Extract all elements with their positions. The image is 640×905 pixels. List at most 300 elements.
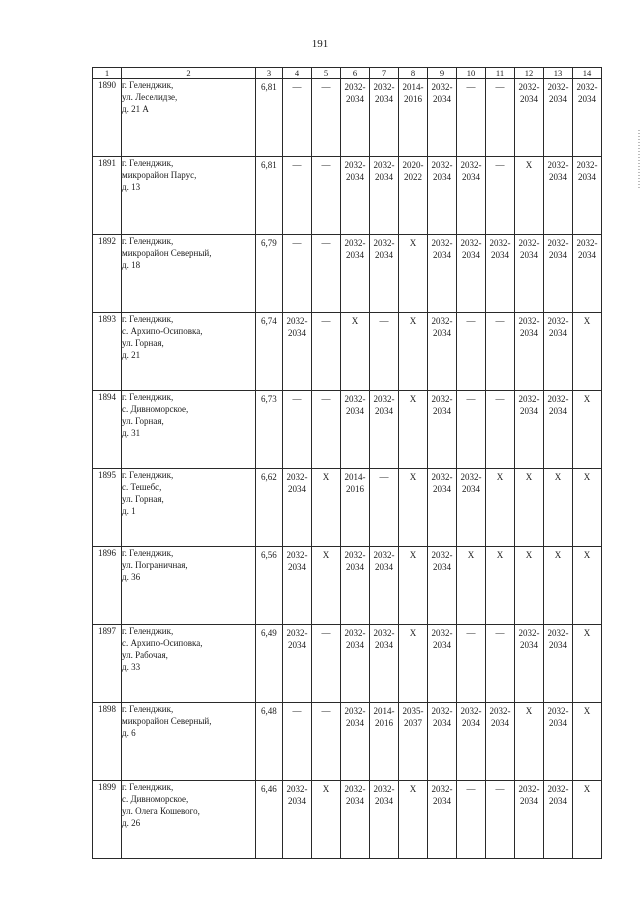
address-cell bbox=[122, 469, 256, 547]
address-cell bbox=[122, 781, 256, 859]
value-cell-col-12 bbox=[515, 391, 544, 469]
value-cell-col-11 bbox=[486, 547, 515, 625]
value-cell-col-6 bbox=[341, 781, 370, 859]
cell-value: 2032- 2034 bbox=[518, 82, 540, 104]
cell-value: 2032- 2034 bbox=[489, 238, 511, 260]
cell-value: — bbox=[495, 628, 505, 638]
cell-value: 2032- 2034 bbox=[547, 238, 569, 260]
value-cell-col-10 bbox=[457, 235, 486, 313]
address-line: г. Геленджик, bbox=[122, 782, 174, 792]
cell-value: 2032- 2034 bbox=[373, 784, 395, 806]
value-cell-col-12 bbox=[515, 313, 544, 391]
row-number bbox=[93, 625, 122, 703]
column-header-12: 12 bbox=[515, 68, 544, 79]
cell-value: Х bbox=[583, 316, 591, 326]
value-cell-col-14 bbox=[573, 469, 602, 547]
table-row bbox=[93, 469, 602, 547]
address-cell bbox=[122, 547, 256, 625]
table-row bbox=[93, 781, 602, 859]
cell-value: 2032- 2034 bbox=[431, 82, 453, 104]
value-cell-col-10 bbox=[457, 547, 486, 625]
row-number-text: 1896 bbox=[98, 548, 116, 558]
cell-value: 2032- 2034 bbox=[547, 160, 569, 182]
cell-value: Х bbox=[322, 472, 330, 482]
column-header-2: 2 bbox=[122, 68, 256, 79]
cell-value: Х bbox=[409, 628, 417, 638]
value-cell-col-7 bbox=[370, 235, 399, 313]
cell-value: 2032- 2034 bbox=[344, 82, 366, 104]
value-cell-col-7 bbox=[370, 469, 399, 547]
value-cell-col-4 bbox=[283, 79, 312, 157]
value-cell-col-8 bbox=[399, 469, 428, 547]
cell-value: 2032- 2034 bbox=[547, 82, 569, 104]
value-cell-col-3 bbox=[256, 469, 283, 547]
value-cell-col-13 bbox=[544, 625, 573, 703]
cell-value: — bbox=[292, 706, 302, 716]
cell-value: 2032- 2034 bbox=[431, 238, 453, 260]
table-row bbox=[93, 547, 602, 625]
value-cell-col-9 bbox=[428, 703, 457, 781]
value-cell-col-5 bbox=[312, 781, 341, 859]
row-number-text: 1897 bbox=[98, 626, 116, 636]
address-line: д. 18 bbox=[122, 260, 141, 270]
column-header-4: 4 bbox=[283, 68, 312, 79]
value-cell-col-5 bbox=[312, 157, 341, 235]
cell-value: 2032- 2034 bbox=[373, 628, 395, 650]
cell-value: — bbox=[466, 394, 476, 404]
column-header-9: 9 bbox=[428, 68, 457, 79]
value-cell-col-13 bbox=[544, 703, 573, 781]
row-number bbox=[93, 157, 122, 235]
cell-value: Х bbox=[583, 394, 591, 404]
value-cell-col-8 bbox=[399, 391, 428, 469]
cell-value: — bbox=[292, 394, 302, 404]
row-number bbox=[93, 469, 122, 547]
cell-value: 2032- 2034 bbox=[460, 238, 482, 260]
cell-value: 2032- 2034 bbox=[286, 550, 308, 572]
address-line: д. 36 bbox=[122, 572, 141, 582]
cell-value: — bbox=[379, 472, 389, 482]
value-cell-col-6 bbox=[341, 313, 370, 391]
cell-value: 2032- 2034 bbox=[373, 394, 395, 416]
table-row bbox=[93, 313, 602, 391]
cell-value: Х bbox=[322, 550, 330, 560]
address-cell bbox=[122, 625, 256, 703]
value-cell-col-14 bbox=[573, 391, 602, 469]
cell-value: Х bbox=[409, 394, 417, 404]
data-table bbox=[92, 67, 602, 859]
value-cell-col-12 bbox=[515, 235, 544, 313]
address-line: г. Геленджик, bbox=[122, 314, 174, 324]
address-line: г. Геленджик, bbox=[122, 626, 174, 636]
cell-value: — bbox=[321, 628, 331, 638]
address-line: микрорайон Северный, bbox=[122, 716, 212, 726]
value-cell-col-6 bbox=[341, 625, 370, 703]
cell-value: 6,62 bbox=[261, 472, 277, 482]
value-cell-col-14 bbox=[573, 157, 602, 235]
value-cell-col-5 bbox=[312, 235, 341, 313]
row-number-text: 1894 bbox=[98, 392, 116, 402]
row-number-text: 1891 bbox=[98, 158, 116, 168]
value-cell-col-4 bbox=[283, 703, 312, 781]
cell-value: — bbox=[495, 160, 505, 170]
row-number-text: 1898 bbox=[98, 704, 116, 714]
row-number bbox=[93, 79, 122, 157]
address-cell bbox=[122, 79, 256, 157]
value-cell-col-6 bbox=[341, 469, 370, 547]
cell-value: Х bbox=[409, 550, 417, 560]
value-cell-col-13 bbox=[544, 547, 573, 625]
row-number-text: 1890 bbox=[98, 80, 116, 90]
value-cell-col-9 bbox=[428, 157, 457, 235]
cell-value: 2035- 2037 bbox=[402, 706, 424, 728]
cell-value: Х bbox=[409, 316, 417, 326]
cell-value: 6,56 bbox=[261, 550, 277, 560]
value-cell-col-13 bbox=[544, 781, 573, 859]
column-header-1: 1 bbox=[93, 68, 122, 79]
value-cell-col-4 bbox=[283, 313, 312, 391]
address-line: с. Архипо-Осиповка, bbox=[122, 638, 203, 648]
value-cell-col-9 bbox=[428, 547, 457, 625]
column-header-13: 13 bbox=[544, 68, 573, 79]
address-line: г. Геленджик, bbox=[122, 704, 174, 714]
cell-value: 2032- 2034 bbox=[286, 628, 308, 650]
cell-value: — bbox=[495, 316, 505, 326]
value-cell-col-8 bbox=[399, 235, 428, 313]
address-cell bbox=[122, 157, 256, 235]
cell-value: Х bbox=[583, 784, 591, 794]
value-cell-col-8 bbox=[399, 703, 428, 781]
value-cell-col-4 bbox=[283, 625, 312, 703]
value-cell-col-9 bbox=[428, 79, 457, 157]
value-cell-col-12 bbox=[515, 157, 544, 235]
address-line: д. 26 bbox=[122, 818, 141, 828]
cell-value: 2032- 2034 bbox=[344, 394, 366, 416]
address-line: ул. Горная, bbox=[122, 338, 164, 348]
cell-value: — bbox=[321, 316, 331, 326]
value-cell-col-7 bbox=[370, 157, 399, 235]
column-header-11: 11 bbox=[486, 68, 515, 79]
value-cell-col-4 bbox=[283, 781, 312, 859]
cell-value: 2032- 2034 bbox=[344, 706, 366, 728]
value-cell-col-9 bbox=[428, 313, 457, 391]
row-number-text: 1893 bbox=[98, 314, 116, 324]
value-cell-col-14 bbox=[573, 781, 602, 859]
address-line: ул. Рабочая, bbox=[122, 650, 168, 660]
cell-value: Х bbox=[525, 472, 533, 482]
value-cell-col-12 bbox=[515, 703, 544, 781]
cell-value: 2020- 2022 bbox=[402, 160, 424, 182]
value-cell-col-8 bbox=[399, 781, 428, 859]
column-header-8: 8 bbox=[399, 68, 428, 79]
cell-value: 2032- 2034 bbox=[547, 784, 569, 806]
column-header-5: 5 bbox=[312, 68, 341, 79]
value-cell-col-3 bbox=[256, 313, 283, 391]
value-cell-col-7 bbox=[370, 625, 399, 703]
address-line: д. 1 bbox=[122, 506, 136, 516]
address-line: ул. Горная, bbox=[122, 494, 164, 504]
value-cell-col-12 bbox=[515, 79, 544, 157]
value-cell-col-3 bbox=[256, 547, 283, 625]
cell-value: 2032- 2034 bbox=[460, 160, 482, 182]
table-row bbox=[93, 625, 602, 703]
address-cell bbox=[122, 703, 256, 781]
cell-value: 2032- 2034 bbox=[431, 550, 453, 572]
column-header-10: 10 bbox=[457, 68, 486, 79]
value-cell-col-14 bbox=[573, 313, 602, 391]
cell-value: 2032- 2034 bbox=[286, 472, 308, 494]
cell-value: 6,81 bbox=[261, 160, 277, 170]
value-cell-col-11 bbox=[486, 391, 515, 469]
cell-value: — bbox=[466, 628, 476, 638]
value-cell-col-8 bbox=[399, 79, 428, 157]
cell-value: Х bbox=[525, 160, 533, 170]
cell-value: Х bbox=[496, 472, 504, 482]
cell-value: 2032- 2034 bbox=[344, 160, 366, 182]
cell-value: Х bbox=[554, 472, 562, 482]
cell-value: 2032- 2034 bbox=[373, 550, 395, 572]
value-cell-col-13 bbox=[544, 157, 573, 235]
address-line: г. Геленджик, bbox=[122, 392, 174, 402]
address-line: с. Дивноморское, bbox=[122, 794, 189, 804]
cell-value: 2032- 2034 bbox=[518, 628, 540, 650]
cell-value: 2032- 2034 bbox=[344, 628, 366, 650]
column-header-7: 7 bbox=[370, 68, 399, 79]
table-row bbox=[93, 703, 602, 781]
cell-value: Х bbox=[583, 706, 591, 716]
cell-value: 2032- 2034 bbox=[518, 784, 540, 806]
cell-value: 2032- 2034 bbox=[431, 628, 453, 650]
value-cell-col-14 bbox=[573, 547, 602, 625]
value-cell-col-4 bbox=[283, 235, 312, 313]
cell-value: 2032- 2034 bbox=[431, 784, 453, 806]
row-number bbox=[93, 547, 122, 625]
value-cell-col-3 bbox=[256, 157, 283, 235]
address-line: ул. Пограничная, bbox=[122, 560, 188, 570]
cell-value: 2032- 2034 bbox=[576, 160, 598, 182]
value-cell-col-10 bbox=[457, 703, 486, 781]
value-cell-col-3 bbox=[256, 235, 283, 313]
cell-value: Х bbox=[583, 628, 591, 638]
address-line: г. Геленджик, bbox=[122, 80, 174, 90]
address-line: д. 21 bbox=[122, 350, 141, 360]
value-cell-col-8 bbox=[399, 547, 428, 625]
cell-value: — bbox=[495, 394, 505, 404]
address-line: ул. Горная, bbox=[122, 416, 164, 426]
value-cell-col-5 bbox=[312, 391, 341, 469]
cell-value: 2032- 2034 bbox=[518, 316, 540, 338]
value-cell-col-12 bbox=[515, 781, 544, 859]
address-line: д. 13 bbox=[122, 182, 141, 192]
table-row bbox=[93, 157, 602, 235]
address-line: д. 31 bbox=[122, 428, 141, 438]
address-line: д. 21 А bbox=[122, 104, 149, 114]
value-cell-col-7 bbox=[370, 391, 399, 469]
value-cell-col-11 bbox=[486, 625, 515, 703]
value-cell-col-14 bbox=[573, 79, 602, 157]
value-cell-col-7 bbox=[370, 781, 399, 859]
value-cell-col-9 bbox=[428, 391, 457, 469]
address-line: г. Геленджик, bbox=[122, 158, 174, 168]
cell-value: Х bbox=[525, 706, 533, 716]
cell-value: 2014- 2016 bbox=[344, 472, 366, 494]
value-cell-col-6 bbox=[341, 547, 370, 625]
cell-value: 6,48 bbox=[261, 706, 277, 716]
value-cell-col-14 bbox=[573, 703, 602, 781]
value-cell-col-13 bbox=[544, 469, 573, 547]
address-line: с. Тешебс, bbox=[122, 482, 162, 492]
value-cell-col-11 bbox=[486, 157, 515, 235]
cell-value: 2032- 2034 bbox=[489, 706, 511, 728]
value-cell-col-5 bbox=[312, 469, 341, 547]
value-cell-col-11 bbox=[486, 313, 515, 391]
value-cell-col-14 bbox=[573, 235, 602, 313]
column-header-6: 6 bbox=[341, 68, 370, 79]
cell-value: — bbox=[321, 706, 331, 716]
cell-value: 2032- 2034 bbox=[373, 82, 395, 104]
header-row bbox=[93, 68, 602, 79]
cell-value: Х bbox=[409, 472, 417, 482]
cell-value: Х bbox=[583, 472, 591, 482]
cell-value: Х bbox=[351, 316, 359, 326]
column-header-3: 3 bbox=[256, 68, 283, 79]
value-cell-col-7 bbox=[370, 703, 399, 781]
cell-value: 2032- 2034 bbox=[431, 394, 453, 416]
value-cell-col-9 bbox=[428, 625, 457, 703]
cell-value: Х bbox=[409, 784, 417, 794]
cell-value: 2032- 2034 bbox=[576, 82, 598, 104]
address-line: д. 33 bbox=[122, 662, 141, 672]
value-cell-col-3 bbox=[256, 79, 283, 157]
value-cell-col-9 bbox=[428, 469, 457, 547]
cell-value: — bbox=[321, 160, 331, 170]
value-cell-col-11 bbox=[486, 469, 515, 547]
cell-value: — bbox=[495, 82, 505, 92]
row-number-text: 1899 bbox=[98, 782, 116, 792]
cell-value: 2032- 2034 bbox=[547, 706, 569, 728]
address-line: ул. Леселидзе, bbox=[122, 92, 178, 102]
cell-value: 6,79 bbox=[261, 238, 277, 248]
cell-value: 2014- 2016 bbox=[402, 82, 424, 104]
value-cell-col-5 bbox=[312, 79, 341, 157]
cell-value: — bbox=[466, 316, 476, 326]
cell-value: — bbox=[466, 82, 476, 92]
value-cell-col-4 bbox=[283, 547, 312, 625]
address-line: г. Геленджик, bbox=[122, 236, 174, 246]
value-cell-col-3 bbox=[256, 625, 283, 703]
column-header-14: 14 bbox=[573, 68, 602, 79]
cell-value: Х bbox=[496, 550, 504, 560]
value-cell-col-4 bbox=[283, 157, 312, 235]
cell-value: 2032- 2034 bbox=[460, 472, 482, 494]
cell-value: — bbox=[292, 238, 302, 248]
cell-value: Х bbox=[525, 550, 533, 560]
address-line: д. 6 bbox=[122, 728, 136, 738]
value-cell-col-6 bbox=[341, 157, 370, 235]
address-cell bbox=[122, 391, 256, 469]
row-number bbox=[93, 313, 122, 391]
value-cell-col-10 bbox=[457, 781, 486, 859]
row-number-text: 1892 bbox=[98, 236, 116, 246]
cell-value: — bbox=[495, 784, 505, 794]
cell-value: 6,81 bbox=[261, 82, 277, 92]
value-cell-col-7 bbox=[370, 313, 399, 391]
value-cell-col-13 bbox=[544, 313, 573, 391]
value-cell-col-11 bbox=[486, 703, 515, 781]
table-row bbox=[93, 235, 602, 313]
cell-value: 2014- 2016 bbox=[373, 706, 395, 728]
cell-value: 2032- 2034 bbox=[344, 238, 366, 260]
cell-value: — bbox=[292, 160, 302, 170]
cell-value: 2032- 2034 bbox=[431, 706, 453, 728]
value-cell-col-11 bbox=[486, 79, 515, 157]
cell-value: Х bbox=[467, 550, 475, 560]
cell-value: 2032- 2034 bbox=[518, 394, 540, 416]
value-cell-col-10 bbox=[457, 157, 486, 235]
cell-value: 2032- 2034 bbox=[286, 784, 308, 806]
cell-value: 2032- 2034 bbox=[373, 160, 395, 182]
value-cell-col-8 bbox=[399, 625, 428, 703]
table-row bbox=[93, 79, 602, 157]
address-line: г. Геленджик, bbox=[122, 470, 174, 480]
address-cell bbox=[122, 313, 256, 391]
value-cell-col-3 bbox=[256, 781, 283, 859]
cell-value: — bbox=[292, 82, 302, 92]
row-number-text: 1895 bbox=[98, 470, 116, 480]
cell-value: 2032- 2034 bbox=[431, 472, 453, 494]
value-cell-col-11 bbox=[486, 781, 515, 859]
cell-value: 2032- 2034 bbox=[547, 394, 569, 416]
row-number bbox=[93, 235, 122, 313]
value-cell-col-7 bbox=[370, 547, 399, 625]
address-cell bbox=[122, 235, 256, 313]
value-cell-col-13 bbox=[544, 79, 573, 157]
cell-value: 6,49 bbox=[261, 628, 277, 638]
value-cell-col-5 bbox=[312, 547, 341, 625]
value-cell-col-6 bbox=[341, 703, 370, 781]
value-cell-col-9 bbox=[428, 235, 457, 313]
value-cell-col-10 bbox=[457, 391, 486, 469]
value-cell-col-4 bbox=[283, 391, 312, 469]
cell-value: 2032- 2034 bbox=[518, 238, 540, 260]
cell-value: 2032- 2034 bbox=[431, 160, 453, 182]
cell-value: 2032- 2034 bbox=[286, 316, 308, 338]
value-cell-col-10 bbox=[457, 625, 486, 703]
value-cell-col-9 bbox=[428, 781, 457, 859]
value-cell-col-3 bbox=[256, 703, 283, 781]
value-cell-col-11 bbox=[486, 235, 515, 313]
value-cell-col-6 bbox=[341, 79, 370, 157]
value-cell-col-10 bbox=[457, 313, 486, 391]
cell-value: 2032- 2034 bbox=[460, 706, 482, 728]
value-cell-col-6 bbox=[341, 235, 370, 313]
cell-value: 2032- 2034 bbox=[547, 316, 569, 338]
cell-value: — bbox=[379, 316, 389, 326]
cell-value: — bbox=[321, 82, 331, 92]
table-row bbox=[93, 391, 602, 469]
cell-value: 2032- 2034 bbox=[547, 628, 569, 650]
address-line: г. Геленджик, bbox=[122, 548, 174, 558]
value-cell-col-14 bbox=[573, 625, 602, 703]
row-number bbox=[93, 781, 122, 859]
address-line: ул. Олега Кошевого, bbox=[122, 806, 200, 816]
value-cell-col-7 bbox=[370, 79, 399, 157]
cell-value: — bbox=[466, 784, 476, 794]
value-cell-col-10 bbox=[457, 79, 486, 157]
address-line: с. Архипо-Осиповка, bbox=[122, 326, 203, 336]
value-cell-col-13 bbox=[544, 391, 573, 469]
value-cell-col-5 bbox=[312, 703, 341, 781]
